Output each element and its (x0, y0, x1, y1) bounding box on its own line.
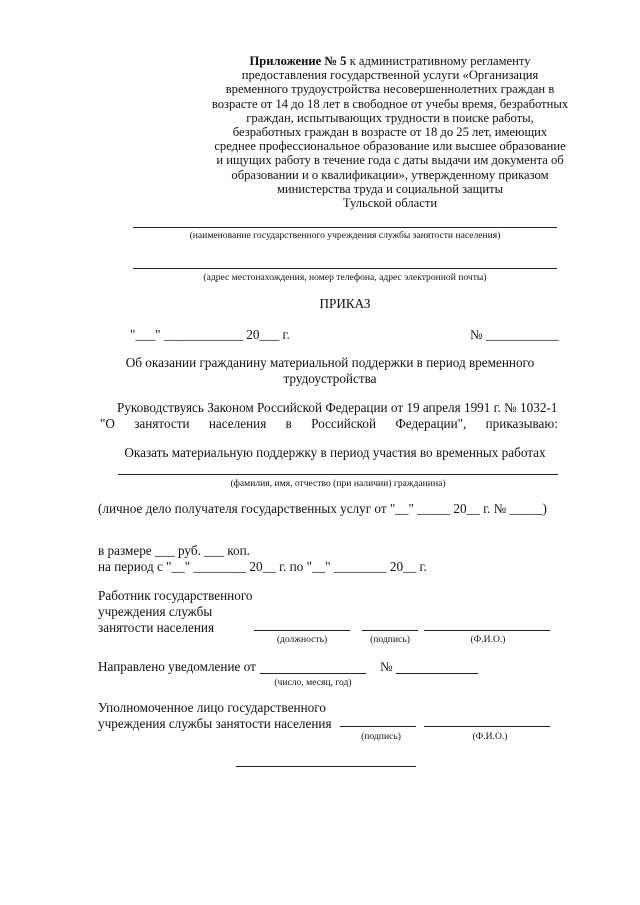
notice-number-line[interactable] (396, 673, 478, 674)
header-line-2: предоставления государственной услуги «Организация (241, 68, 539, 83)
header-line-3: временного трудоустройства несовершеннолетних граждан в (225, 82, 555, 97)
header-line-8: и ищущих работу в течение года с даты выдачи им документа об (216, 153, 564, 168)
order-date-field[interactable]: "___" ____________ 20___ г. (130, 327, 290, 342)
recipient-name-caption: (фамилия, имя, отчество (при наличии) гражданина) (230, 478, 446, 489)
header-line-9: образовании и о квалификации», утвержденному приказом (231, 167, 549, 182)
address-line[interactable] (133, 268, 557, 269)
order-subject-line2: трудоустройства (283, 371, 377, 386)
worker-label: Работник государственного учреждения службы занятости населения (98, 588, 253, 635)
notice-date-caption: (число, месяц, год) (274, 677, 352, 688)
case-file-line[interactable]: (личное дело получателя государственных услуг от "__" _____ 20__ г. № _____) (98, 501, 547, 516)
header-line-1: Приложение № 5 к административному регламенту (249, 54, 531, 68)
period-line[interactable]: на период с "__" ________ 20__ г. по "__" ________ 20__ г. (98, 559, 427, 574)
order-basis-line1: Руководствуясь Законом Российской Федерации от 19 апреля 1991 г. № 1032-1 (117, 400, 558, 415)
notice-label: Направлено уведомление от (98, 659, 256, 674)
amount-line[interactable]: в размере ___ руб. ___ коп. (98, 543, 250, 558)
header-line-6: безработных граждан в возрасте от 18 до 25 лет, имеющих (232, 125, 548, 140)
header-line-10: министерства труда и социальной защиты (276, 181, 504, 196)
order-subject-line1: Об оказании гражданину материальной поддержки в период временного (125, 355, 535, 370)
header-line-11: Тульской области (342, 196, 438, 211)
header-line-7: среднее профессиональное образование или высшее образование (214, 139, 566, 154)
official-fio-caption: (Ф.И.О.) (472, 731, 508, 742)
worker-fio-caption: (Ф.И.О.) (470, 634, 506, 645)
position-line[interactable] (254, 630, 350, 631)
institution-line[interactable] (133, 227, 557, 228)
notice-date-line[interactable] (260, 673, 366, 674)
order-grant-line: Оказать материальную поддержку в период участия во временных работах (124, 445, 546, 460)
official-label: Уполномоченное лицо государственного учреждения службы занятости населения (98, 700, 332, 731)
official-fio-line[interactable] (424, 726, 550, 727)
header-line-5: граждан, испытывающих трудности в поиске работы, (246, 110, 534, 125)
header-block (200, 54, 580, 210)
signature-caption: (подпись) (370, 634, 410, 645)
signature-line[interactable] (362, 630, 418, 631)
notice-number-label: № (380, 659, 393, 674)
closing-line (236, 766, 416, 767)
recipient-name-line[interactable] (118, 474, 558, 475)
official-signature-line[interactable] (340, 726, 416, 727)
worker-fio-line[interactable] (424, 630, 550, 631)
official-signature-caption: (подпись) (361, 731, 401, 742)
appendix-title: Приложение № 5 (249, 54, 347, 68)
order-basis-line2: "О занятости населения в Российской Федерации", приказываю: (100, 416, 558, 431)
position-caption: (должность) (276, 634, 328, 645)
address-caption: (адрес местонахождения, номер телефона, адрес электронной почты) (203, 272, 487, 283)
institution-caption: (наименование государственного учреждения службы занятости населения) (189, 230, 501, 241)
header-line-4: возрасте от 14 до 18 лет в свободное от учебы время, безработных (211, 96, 569, 111)
order-title: ПРИКАЗ (319, 296, 371, 311)
order-number-field[interactable]: № ___________ (470, 327, 559, 342)
